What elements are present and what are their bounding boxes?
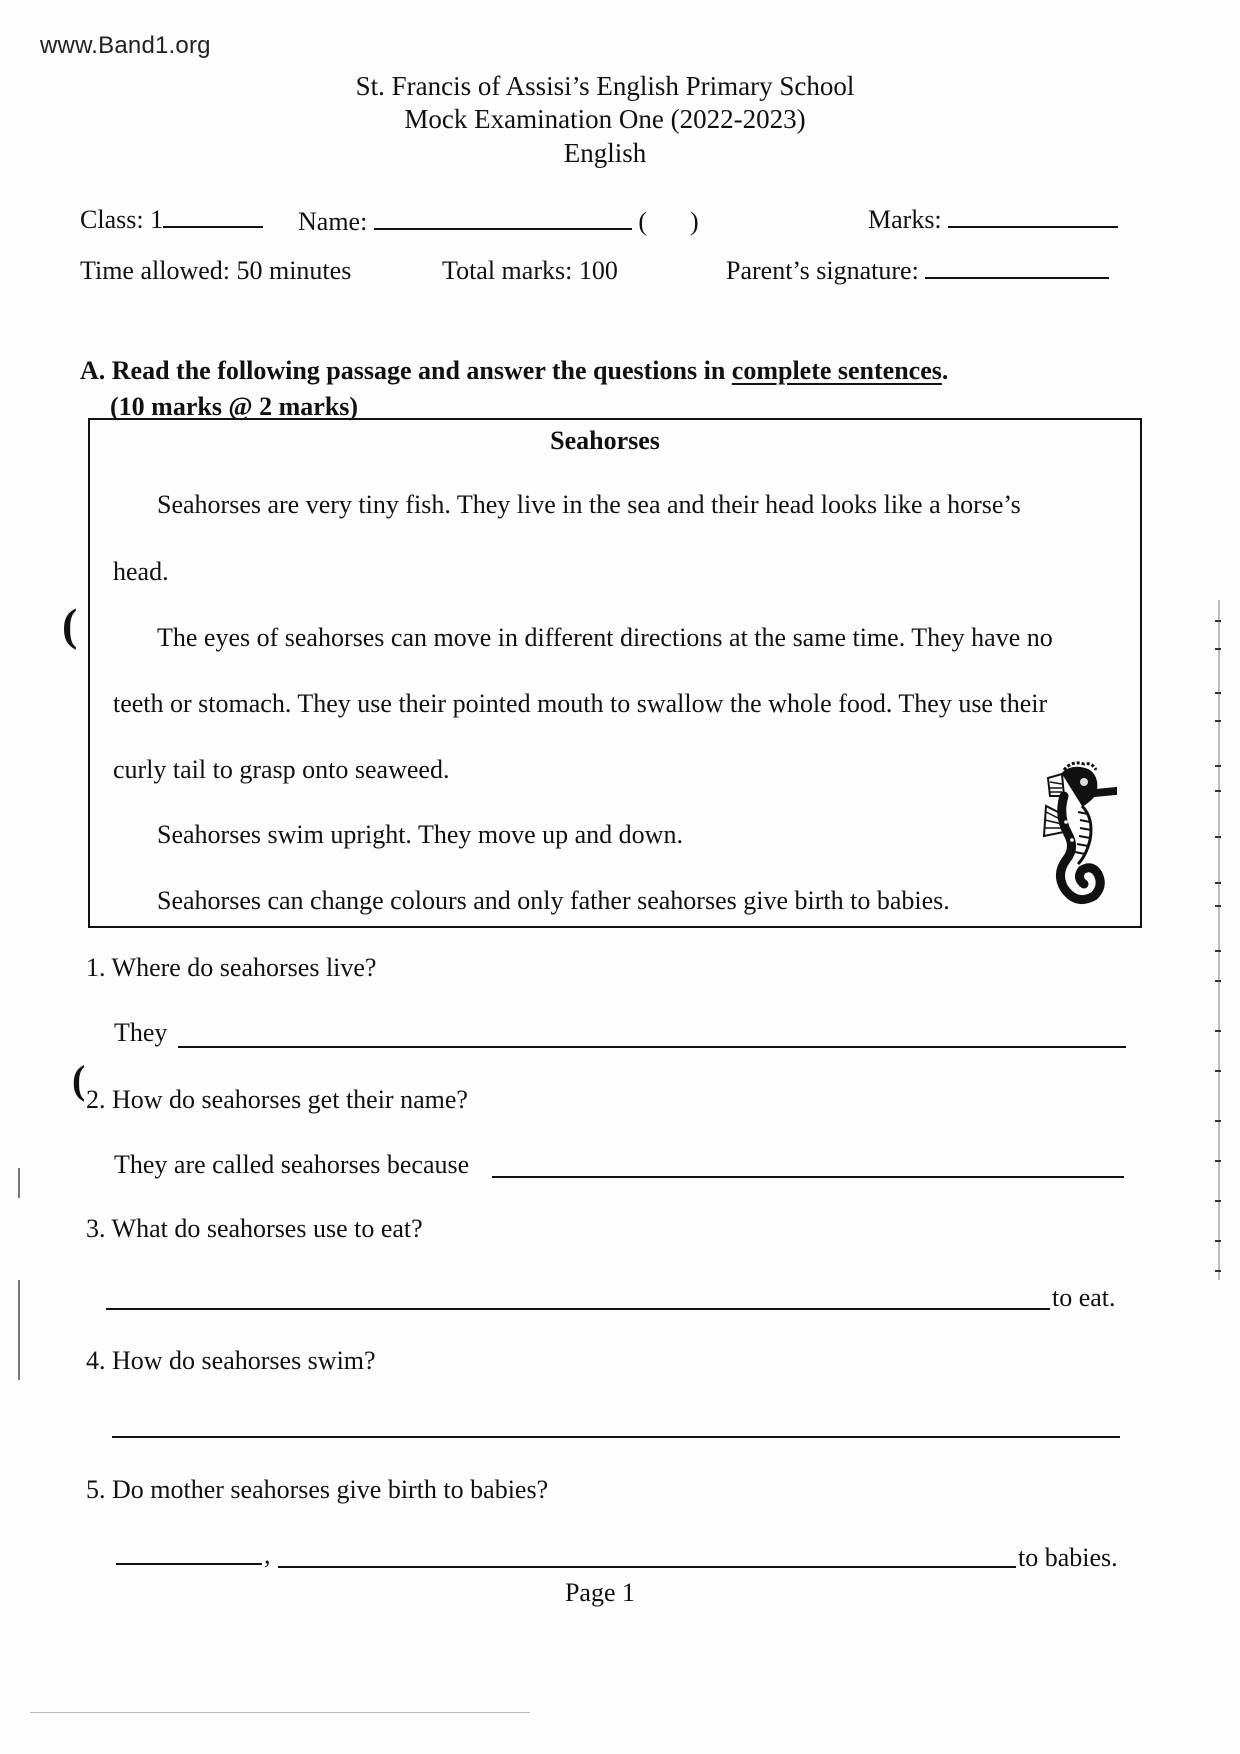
scan-bottom-edge	[30, 1712, 530, 1713]
question-3	[86, 1214, 423, 1244]
exam-title: Mock Examination One (2022-2023)	[404, 104, 806, 134]
margin-bracket-mark: (	[72, 1057, 86, 1102]
answer-2-prefix: They are called seahorses because	[114, 1150, 470, 1179]
passage-title: Seahorses	[550, 426, 660, 455]
parent-signature-blank[interactable]	[925, 257, 1109, 279]
question-number: 5.	[86, 1475, 106, 1504]
question-text: What do seahorses use to eat?	[111, 1214, 423, 1243]
subject-title: English	[563, 138, 647, 168]
scan-right-edge	[1218, 600, 1220, 1280]
parent-signature-label: Parent’s signature:	[726, 256, 919, 285]
time-allowed: Time allowed: 50 minutes	[80, 256, 352, 285]
margin-bracket-mark: (	[62, 599, 78, 650]
answer-1-prefix: They	[114, 1018, 168, 1047]
question-number: 1.	[86, 953, 106, 982]
question-number: 4.	[86, 1346, 106, 1375]
section-a-marks: (10 marks @ 2 marks)	[110, 392, 359, 421]
question-text: How do seahorses get their name?	[112, 1085, 468, 1114]
scan-edge-mark	[18, 1280, 20, 1380]
instruction-emphasis: complete sentences	[731, 356, 942, 385]
answer-3-line[interactable]	[106, 1308, 1050, 1310]
passage-line: teeth or stomach. They use their pointed mouth to swallow the whole food. They use their	[113, 689, 1048, 718]
question-text: How do seahorses swim?	[112, 1346, 376, 1375]
answer-3-suffix: to eat.	[1052, 1283, 1116, 1312]
answer-5-line[interactable]	[278, 1566, 1016, 1568]
marks-field	[868, 205, 1118, 235]
passage-line: Seahorses can change colours and only father seahorses give birth to babies.	[157, 886, 950, 915]
question-text: Do mother seahorses give birth to babies?	[112, 1475, 549, 1504]
instruction-period: .	[941, 356, 949, 385]
class-field	[80, 205, 263, 235]
scan-edge-mark	[18, 1168, 20, 1198]
watermark: www.Band1.org	[40, 32, 211, 59]
question-text: Where do seahorses live?	[111, 953, 377, 982]
paren-close: )	[689, 207, 699, 236]
parent-signature-field	[726, 256, 1109, 286]
section-a-instruction	[80, 356, 948, 386]
answer-2-line[interactable]	[492, 1176, 1124, 1178]
question-number: 2.	[86, 1085, 106, 1114]
marks-label: Marks:	[868, 205, 942, 234]
answer-5-comma: ,	[264, 1540, 271, 1569]
passage-line: The eyes of seahorses can move in different directions at the same time. They have no	[157, 623, 1053, 652]
question-4	[86, 1346, 376, 1376]
passage-line: Seahorses swim upright. They move up and down.	[157, 820, 683, 849]
answer-4-line[interactable]	[112, 1436, 1120, 1438]
name-blank[interactable]	[374, 208, 632, 230]
answer-5-suffix: to babies.	[1018, 1543, 1118, 1572]
question-number: 3.	[86, 1214, 106, 1243]
school-name: St. Francis of Assisi’s English Primary School	[355, 71, 855, 101]
page-number: Page 1	[564, 1578, 636, 1607]
question-5	[86, 1475, 548, 1505]
passage-line: head.	[113, 557, 169, 586]
name-label: Name:	[298, 207, 368, 236]
passage-line: curly tail to grasp onto seaweed.	[113, 755, 450, 784]
paren-open: (	[638, 207, 647, 236]
passage-line: Seahorses are very tiny fish. They live in the sea and their head looks like a horse’s	[157, 490, 1021, 519]
answer-5-yes-no-line[interactable]	[116, 1563, 262, 1565]
instruction-text: A. Read the following passage and answer the questions in	[80, 356, 732, 385]
name-field	[298, 207, 699, 237]
marks-blank[interactable]	[948, 206, 1118, 228]
answer-1-line[interactable]	[178, 1046, 1126, 1048]
class-label: Class: 1	[80, 205, 164, 234]
question-2	[86, 1085, 468, 1115]
total-marks: Total marks: 100	[442, 256, 618, 285]
class-blank[interactable]	[163, 206, 263, 228]
question-1	[86, 953, 376, 983]
seahorse-icon	[1042, 756, 1122, 916]
